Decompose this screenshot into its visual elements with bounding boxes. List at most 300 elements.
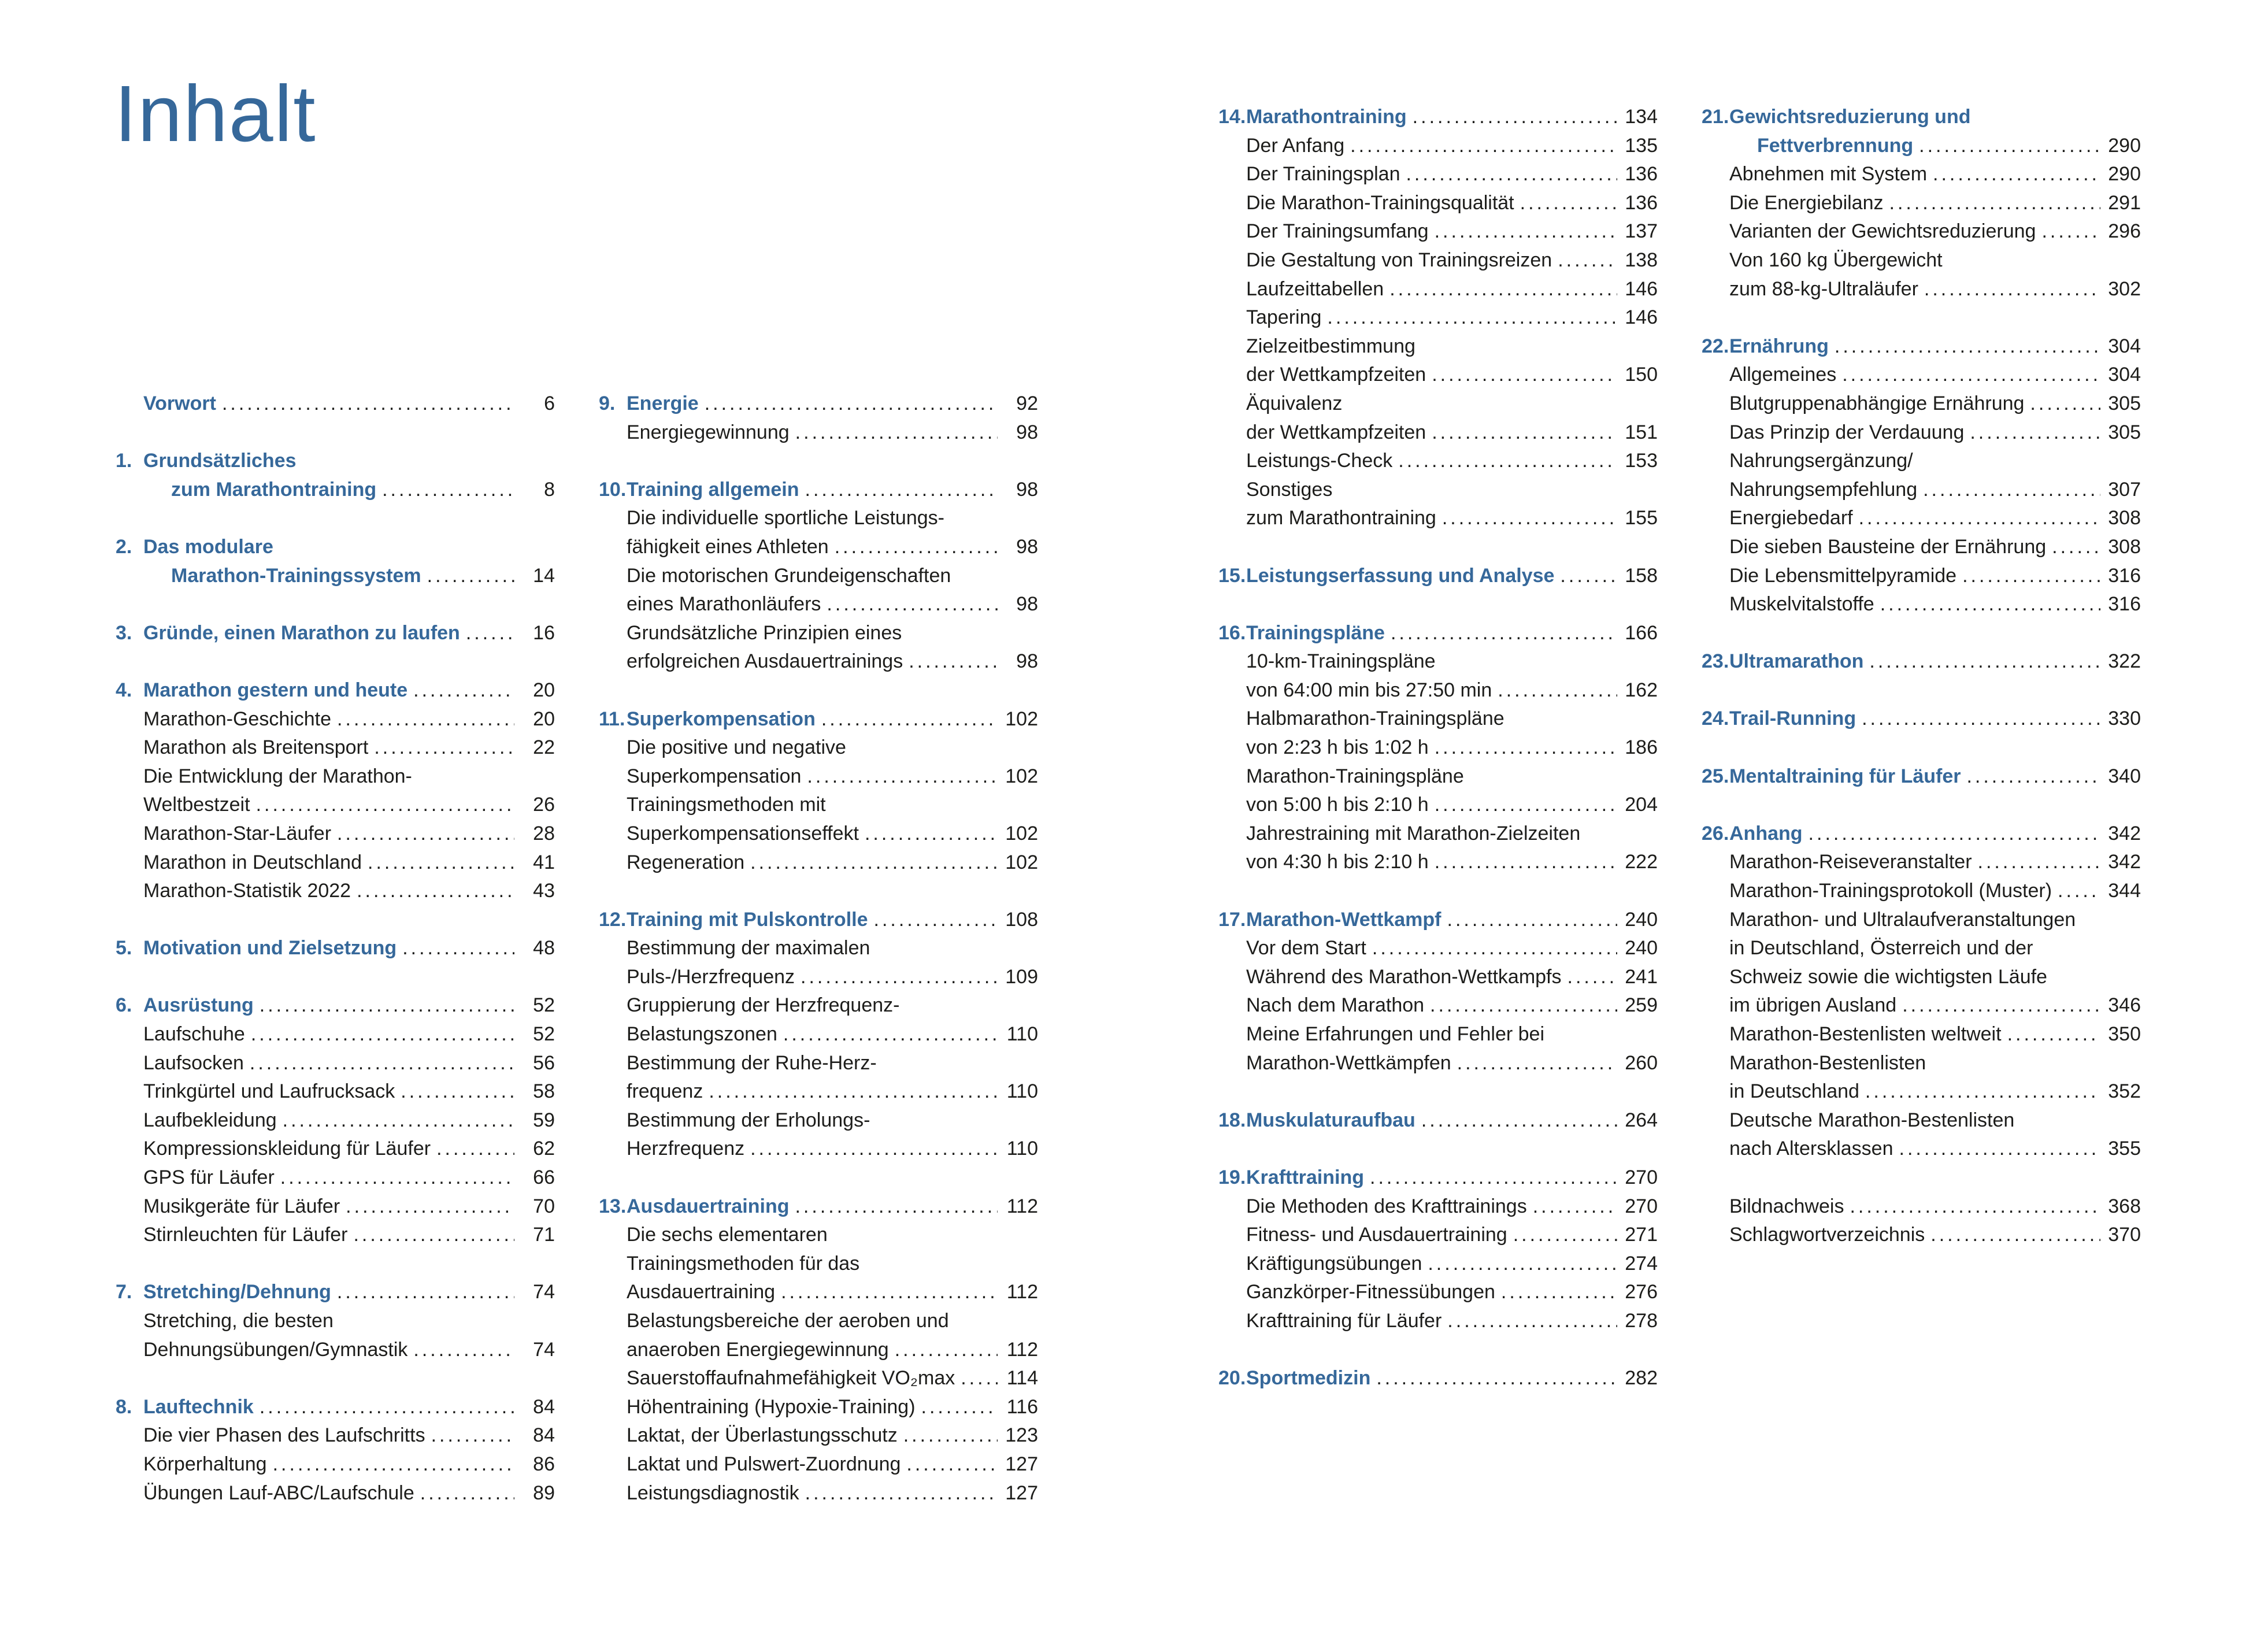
toc-sub-line <box>1702 275 2141 304</box>
section-title[interactable]: Leistungsdiagnostik <box>627 1481 799 1504</box>
section-title[interactable]: Die Lebensmittelpyramide <box>1729 564 1957 587</box>
toc-line <box>1702 332 2141 361</box>
chapter-title[interactable]: Marathontraining <box>1246 106 1407 128</box>
section-title[interactable]: Kräftigungsübungen <box>1246 1252 1422 1275</box>
chapter-title[interactable]: Das modulare <box>143 535 273 558</box>
dot-leader <box>821 705 998 734</box>
section-title[interactable]: Superkompensation <box>627 765 802 787</box>
toc-chapter <box>1702 103 2141 303</box>
toc-line <box>1702 132 2141 161</box>
section-title[interactable]: Marathon-Trainingspläne <box>1246 765 1464 787</box>
section-title[interactable]: Marathon in Deutschland <box>143 851 362 873</box>
page-number: 84 <box>533 1424 555 1447</box>
section-title[interactable]: erfolgreichen Ausdauertrainings <box>627 650 903 673</box>
chapter-title[interactable]: zum Marathontraining <box>171 478 377 501</box>
page-number: 146 <box>1625 277 1658 300</box>
section-title[interactable]: Stretching, die besten <box>143 1310 333 1332</box>
section-title[interactable]: Die vier Phasen des Laufschritts <box>143 1424 425 1447</box>
section-title[interactable]: Der Anfang <box>1246 134 1345 157</box>
dot-leader <box>368 849 514 877</box>
section-title[interactable]: Bestimmung der Erholungs- <box>627 1109 870 1131</box>
section-title[interactable]: nach Altersklassen <box>1729 1138 1893 1160</box>
toc-sub-line <box>116 1479 555 1508</box>
toc-sub-line <box>116 849 555 877</box>
section-title[interactable]: Trinkgürtel und Laufrucksack <box>143 1080 395 1103</box>
section-title[interactable]: Nahrungsempfehlung <box>1729 478 1918 501</box>
dot-leader <box>337 1278 514 1307</box>
dot-leader <box>705 390 998 418</box>
section-title[interactable]: von 2:23 h bis 1:02 h <box>1246 736 1429 759</box>
section-title[interactable]: Stirnleuchten für Läufer <box>143 1224 348 1246</box>
page-number: 28 <box>533 822 555 844</box>
dot-leader <box>1447 906 1618 935</box>
toc-chapter <box>1218 562 1658 591</box>
page-number: 346 <box>2108 994 2141 1017</box>
dot-leader <box>1398 447 1617 476</box>
chapter-title[interactable]: Sportmedizin <box>1246 1367 1371 1390</box>
section-title[interactable]: Fitness- und Ausdauertraining <box>1246 1224 1507 1246</box>
toc-sub-line <box>1702 906 2141 935</box>
dot-leader <box>337 705 514 734</box>
toc-sub-line <box>1218 1020 1658 1049</box>
toc-sub-line <box>1218 160 1658 189</box>
dot-leader <box>1923 476 2100 505</box>
chapter-number: 26. <box>1702 822 1729 844</box>
page-number: 112 <box>1006 1281 1038 1303</box>
page-number: 16 <box>533 621 555 644</box>
section-title[interactable]: Superkompensationseffekt <box>627 822 859 844</box>
section-title[interactable]: Nach dem Marathon <box>1246 994 1425 1017</box>
section-title[interactable]: Leistungs-Check <box>1246 450 1393 472</box>
chapter-title[interactable]: Training allgemein <box>627 478 799 501</box>
toc-sub-line <box>1218 418 1658 447</box>
toc-chapter <box>116 619 555 648</box>
dot-leader <box>1533 1192 1617 1221</box>
section-title[interactable]: Muskelvitalstoffe <box>1729 593 1874 616</box>
toc-sub-line <box>1218 361 1658 390</box>
toc-sub-line <box>1702 848 2141 877</box>
toc-line <box>116 1393 555 1422</box>
toc-sub-line <box>116 734 555 762</box>
toc-sub-line <box>1218 820 1658 849</box>
section-title[interactable]: zum Marathontraining <box>1246 507 1436 529</box>
section-title[interactable]: Die Marathon-Trainingsqualität <box>1246 191 1514 214</box>
page-number: 153 <box>1625 450 1658 472</box>
toc-sub-line <box>1218 1049 1658 1078</box>
section-title[interactable]: Energiebedarf <box>1729 507 1853 529</box>
toc-sub-line <box>1218 132 1658 161</box>
toc-sub-line <box>599 1278 1038 1307</box>
section-title[interactable]: Bestimmung der Ruhe-Herz- <box>627 1051 877 1074</box>
toc-sub-line <box>599 647 1038 676</box>
page-number: 322 <box>2108 650 2141 673</box>
chapter-title[interactable]: Training mit Pulskontrolle <box>627 908 868 931</box>
section-title[interactable]: Allgemeines <box>1729 364 1837 386</box>
toc-chapter <box>599 476 1038 676</box>
page-number: 166 <box>1625 621 1658 644</box>
section-title[interactable]: Marathon-Bestenlisten weltweit <box>1729 1023 2002 1045</box>
toc-chapter <box>1218 103 1658 533</box>
chapter-number: 25. <box>1702 765 1729 787</box>
dot-leader <box>750 1135 998 1164</box>
toc-sub-line <box>116 1192 555 1221</box>
dot-leader <box>346 1192 514 1221</box>
page-number: 282 <box>1625 1367 1658 1390</box>
page-number: 355 <box>2108 1138 2141 1160</box>
section-title[interactable]: Die sieben Bausteine der Ernährung <box>1729 535 2047 558</box>
section-title[interactable]: Der Trainingsumfang <box>1246 220 1429 243</box>
section-title[interactable]: Musikgeräte für Läufer <box>143 1195 340 1217</box>
section-title[interactable]: in Deutschland <box>1729 1080 1859 1103</box>
toc-sub-line <box>1702 504 2141 533</box>
dot-leader <box>795 418 998 447</box>
page-number: 146 <box>1625 306 1658 329</box>
section-title[interactable]: Laktat und Pulswert-Zuordnung <box>627 1453 901 1475</box>
page-number: 305 <box>2108 392 2141 414</box>
page-number: 307 <box>2108 478 2141 501</box>
dot-leader <box>1406 160 1617 189</box>
section-title[interactable]: Marathon-Trainingsprotokoll (Muster) <box>1729 880 2052 902</box>
section-title[interactable]: Von 160 kg Übergewicht <box>1729 249 1943 271</box>
section-title[interactable]: Schlagwortverzeichnis <box>1729 1224 1925 1246</box>
chapter-title[interactable]: Lauftechnik <box>143 1395 254 1418</box>
toc-chapter <box>1218 1164 1658 1336</box>
toc-sub-line <box>1218 1278 1658 1307</box>
section-title[interactable]: Marathon- und Ultralaufveranstaltungen <box>1729 908 2076 931</box>
toc-line <box>599 906 1038 935</box>
toc-sub-line <box>1218 189 1658 218</box>
chapter-title[interactable]: Leistungserfassung und Analyse <box>1246 564 1555 587</box>
section-title[interactable]: Marathon-Geschichte <box>143 708 332 730</box>
dot-leader <box>1842 361 2100 390</box>
toc-sub-line <box>116 1421 555 1450</box>
section-title[interactable]: Tapering <box>1246 306 1322 329</box>
dot-leader <box>1880 590 2100 619</box>
section-title[interactable]: von 64:00 min bis 27:50 min <box>1246 679 1492 701</box>
page-number: 259 <box>1625 994 1658 1017</box>
dot-leader <box>250 1049 514 1078</box>
page-number: 116 <box>1006 1395 1038 1418</box>
section-title[interactable]: Ganzkörper-Fitnessübungen <box>1246 1281 1495 1303</box>
section-title[interactable]: Belastungsbereiche der aeroben und <box>627 1310 949 1332</box>
section-title[interactable]: Die Methoden des Krafttrainings <box>1246 1195 1527 1217</box>
section-title[interactable]: Die motorischen Grundeigenschaften <box>627 564 951 587</box>
section-title[interactable]: Marathon-Wettkämpfen <box>1246 1051 1451 1074</box>
toc-column-3 <box>1218 103 1658 1421</box>
chapter-number: 24. <box>1702 708 1729 730</box>
dot-leader <box>413 676 514 705</box>
section-title[interactable]: Blutgruppenabhängige Ernährung <box>1729 392 2025 414</box>
page-number: 52 <box>533 994 555 1017</box>
section-title[interactable]: Übungen Lauf-ABC/Laufschule <box>143 1481 414 1504</box>
toc-sub-line <box>1702 877 2141 906</box>
toc-line <box>116 619 555 648</box>
page-number: 110 <box>1006 1080 1038 1103</box>
toc-sub-line <box>1218 275 1658 304</box>
dot-leader <box>1432 361 1617 390</box>
toc-sub-line <box>1702 418 2141 447</box>
toc-line <box>1702 762 2141 791</box>
toc-sub-line <box>599 590 1038 619</box>
dot-leader <box>1413 103 1617 132</box>
dot-leader <box>2030 390 2100 418</box>
section-title[interactable]: Das Prinzip der Verdauung <box>1729 421 1965 443</box>
dot-leader <box>909 647 998 676</box>
dot-leader <box>1435 217 1617 246</box>
toc-sub-line <box>599 1479 1038 1508</box>
section-title[interactable]: anaeroben Energiegewinnung <box>627 1338 889 1361</box>
section-title[interactable]: Trainingsmethoden für das <box>627 1252 860 1275</box>
chapter-number: 23. <box>1702 650 1729 673</box>
page-number: 74 <box>533 1338 555 1361</box>
chapter-title[interactable]: Vorwort <box>143 392 216 414</box>
chapter-title[interactable]: Stretching/Dehnung <box>143 1281 331 1303</box>
toc-sub-line <box>1702 533 2141 562</box>
toc-column-4 <box>1702 103 2141 1278</box>
section-title[interactable]: Die Gestaltung von Trainingsreizen <box>1246 249 1552 271</box>
section-title[interactable]: von 5:00 h bis 2:10 h <box>1246 794 1429 816</box>
section-title[interactable]: Grundsätzliche Prinzipien eines <box>627 621 902 644</box>
section-title[interactable]: Marathon-Reiseveranstalter <box>1729 851 1972 873</box>
section-title[interactable]: Jahrestraining mit Marathon-Zielzeiten <box>1246 822 1581 844</box>
page-number: 316 <box>2108 564 2141 587</box>
chapter-number: 1. <box>116 450 132 472</box>
section-title[interactable]: Höhentraining (Hypoxie-Training) <box>627 1395 916 1418</box>
section-title[interactable]: von 4:30 h bis 2:10 h <box>1246 851 1429 873</box>
page-number: 291 <box>2108 191 2141 214</box>
chapter-title[interactable]: Ausdauertraining <box>627 1195 790 1217</box>
toc-sub-line <box>1218 447 1658 476</box>
toc-line <box>599 705 1038 734</box>
toc-line <box>116 533 555 562</box>
chapter-title[interactable]: Gewichtsreduzierung und <box>1729 106 1971 128</box>
page-number: 112 <box>1006 1338 1038 1361</box>
page-number: 340 <box>2108 765 2141 787</box>
section-title[interactable]: Energiegewinnung <box>627 421 790 443</box>
section-title[interactable]: Laufbekleidung <box>143 1109 277 1131</box>
section-title[interactable]: der Wettkampfzeiten <box>1246 364 1426 386</box>
section-title[interactable]: Meine Erfahrungen und Fehler bei <box>1246 1023 1544 1045</box>
dot-leader <box>466 619 514 648</box>
page-number: 308 <box>2108 507 2141 529</box>
chapter-title[interactable]: Ultramarathon <box>1729 650 1864 673</box>
page-number: 136 <box>1625 163 1658 186</box>
toc-chapter <box>116 934 555 963</box>
toc-sub-line <box>1218 963 1658 992</box>
chapter-title[interactable]: Mentaltraining für Läufer <box>1729 765 1961 787</box>
page-number: 240 <box>1625 908 1658 931</box>
section-title[interactable]: im übrigen Ausland <box>1729 994 1897 1017</box>
dot-leader <box>1513 1221 1617 1250</box>
toc-line <box>116 390 555 418</box>
section-title[interactable]: Herzfrequenz <box>627 1138 745 1160</box>
toc-sub-line <box>1702 1049 2141 1078</box>
chapter-title[interactable]: Marathon-Wettkampf <box>1246 908 1442 931</box>
dot-leader <box>420 1479 514 1508</box>
page-title: Inhalt <box>114 69 317 158</box>
toc-sub-line <box>1702 217 2141 246</box>
toc-sub-line <box>1702 189 2141 218</box>
chapter-title[interactable]: Trail-Running <box>1729 708 1856 730</box>
dot-leader <box>251 1020 514 1049</box>
dot-leader <box>1978 848 2100 877</box>
chapter-title[interactable]: Marathon-Trainingssystem <box>171 564 421 587</box>
section-title[interactable]: Regeneration <box>627 851 745 873</box>
dot-leader <box>1902 991 2100 1020</box>
section-title[interactable]: Dehnungsübungen/Gymnastik <box>143 1338 408 1361</box>
toc-sub-line <box>1218 303 1658 332</box>
toc-line <box>599 1192 1038 1221</box>
section-title[interactable]: Die individuelle sportliche Leistungs- <box>627 507 944 529</box>
toc-line <box>116 934 555 963</box>
chapter-title[interactable]: Trainingspläne <box>1246 621 1385 644</box>
dot-leader <box>1389 275 1617 304</box>
page-number: 48 <box>533 937 555 960</box>
chapter-title[interactable]: Ernährung <box>1729 335 1829 357</box>
section-title[interactable]: Marathon-Bestenlisten <box>1729 1051 1926 1074</box>
dot-leader <box>1376 1364 1617 1393</box>
chapter-title[interactable]: Gründe, einen Marathon zu laufen <box>143 621 460 644</box>
toc-sub-line <box>599 504 1038 533</box>
section-title[interactable]: Laufschuhe <box>143 1023 245 1046</box>
section-title[interactable]: Sonstiges <box>1246 478 1333 501</box>
page-number: 98 <box>1016 478 1038 501</box>
dot-leader <box>1930 1221 2100 1250</box>
section-title[interactable]: Belastungszonen <box>627 1023 777 1046</box>
section-title[interactable]: Puls-/Herzfrequenz <box>627 965 795 988</box>
section-title[interactable]: frequenz <box>627 1080 703 1103</box>
section-title[interactable]: Krafttraining für Läufer <box>1246 1309 1442 1332</box>
toc-sub-line <box>599 533 1038 562</box>
chapter-title[interactable]: Marathon gestern und heute <box>143 679 408 701</box>
toc-sub-line <box>599 1450 1038 1479</box>
section-title[interactable]: Bildnachweis <box>1729 1195 1844 1217</box>
section-title[interactable]: in Deutschland, Österreich und der <box>1729 937 2033 960</box>
page-number: 274 <box>1625 1252 1658 1275</box>
dot-leader <box>801 963 998 992</box>
page-number: 368 <box>2108 1195 2141 1217</box>
chapter-title[interactable]: Krafttraining <box>1246 1166 1364 1188</box>
section-title[interactable]: Kompressionskleidung für Läufer <box>143 1138 431 1160</box>
dot-leader <box>795 1192 998 1221</box>
toc-sub-line <box>1702 361 2141 390</box>
section-title[interactable]: Marathon-Star-Läufer <box>143 822 332 844</box>
section-title[interactable]: Vor dem Start <box>1246 937 1366 960</box>
toc-line <box>1218 562 1658 591</box>
dot-leader <box>709 1077 998 1106</box>
toc-sub-line <box>599 1106 1038 1135</box>
toc-sub-line <box>599 619 1038 648</box>
section-title[interactable]: Die positive und negative <box>627 736 846 759</box>
section-title[interactable]: 10-km-Trainingspläne <box>1246 650 1436 673</box>
page-number: 150 <box>1625 364 1658 386</box>
section-title[interactable]: fähigkeit eines Athleten <box>627 535 829 558</box>
section-title[interactable]: Abnehmen mit System <box>1729 163 1928 186</box>
section-title[interactable]: Sauerstoffaufnahmefähigkeit VO₂max <box>627 1367 955 1390</box>
page-number: 110 <box>1006 1138 1038 1160</box>
toc-chapter <box>1218 1364 1658 1393</box>
chapter-title[interactable]: Motivation und Zielsetzung <box>143 937 397 960</box>
chapter-title[interactable]: Ausrüstung <box>143 994 254 1017</box>
dot-leader <box>827 590 998 619</box>
page-number: 278 <box>1625 1309 1658 1332</box>
section-title[interactable]: Halbmarathon-Trainingspläne <box>1246 708 1505 730</box>
section-title[interactable]: Marathon-Statistik 2022 <box>143 880 351 902</box>
page-number: 26 <box>533 794 555 816</box>
page-number: 123 <box>1005 1424 1038 1447</box>
section-title[interactable]: Marathon als Breitensport <box>143 736 369 759</box>
section-title[interactable]: Körperhaltung <box>143 1453 267 1475</box>
section-title[interactable]: Gruppierung der Herzfrequenz- <box>627 994 900 1017</box>
section-title[interactable]: eines Marathonläufers <box>627 593 821 616</box>
toc-sub-line <box>1702 1135 2141 1164</box>
dot-leader <box>1919 132 2100 161</box>
section-title[interactable]: zum 88-kg-Ultraläufer <box>1729 277 1918 300</box>
section-title[interactable]: Trainingsmethoden mit <box>627 794 826 816</box>
page-number: 271 <box>1625 1224 1658 1246</box>
section-title[interactable]: GPS für Läufer <box>143 1166 275 1189</box>
toc-sub-line <box>116 1164 555 1192</box>
dot-leader <box>1970 418 2100 447</box>
toc-sub-line <box>599 1307 1038 1336</box>
section-title[interactable]: Varianten der Gewichtsreduzierung <box>1729 220 2036 243</box>
chapter-title[interactable]: Anhang <box>1729 822 1803 844</box>
section-title[interactable]: Äquivalenz <box>1246 392 1343 414</box>
section-title[interactable]: der Wettkampfzeiten <box>1246 421 1426 443</box>
dot-leader <box>402 934 514 963</box>
section-title[interactable]: Laufzeittabellen <box>1246 277 1384 300</box>
section-title[interactable]: Schweiz sowie die wichtigsten Läufe <box>1729 965 2047 988</box>
toc-sub-line <box>1702 1077 2141 1106</box>
section-title[interactable]: Nahrungsergänzung/ <box>1729 450 1913 472</box>
chapter-number: 11. <box>599 708 625 730</box>
section-title[interactable]: Der Trainingsplan <box>1246 163 1400 186</box>
chapter-title[interactable]: Superkompensation <box>627 708 816 730</box>
toc-sub-line <box>1218 504 1658 533</box>
chapter-title[interactable]: Fettverbrennung <box>1757 134 1914 157</box>
section-title[interactable]: Ausdauertraining <box>627 1281 776 1303</box>
section-title[interactable]: Die sechs elementaren <box>627 1224 828 1246</box>
chapter-number: 6. <box>116 994 132 1017</box>
toc-sub-line <box>1702 934 2141 963</box>
section-title[interactable]: Während des Marathon-Wettkampfs <box>1246 965 1562 988</box>
toc-sub-line <box>599 791 1038 820</box>
section-title[interactable]: Die Entwicklung der Marathon- <box>143 765 412 787</box>
section-title[interactable]: Zielzeitbestimmung <box>1246 335 1415 357</box>
dot-leader <box>835 533 998 562</box>
dot-leader <box>1520 189 1617 218</box>
section-title[interactable]: Deutsche Marathon-Bestenlisten <box>1729 1109 2015 1131</box>
dot-leader <box>903 1421 998 1450</box>
section-title[interactable]: Weltbestzeit <box>143 794 250 816</box>
section-title[interactable]: Laufsocken <box>143 1051 244 1074</box>
section-title[interactable]: Bestimmung der maximalen <box>627 937 870 960</box>
chapter-title[interactable]: Energie <box>627 392 699 414</box>
toc-sub-line <box>116 1020 555 1049</box>
chapter-title[interactable]: Muskulaturaufbau <box>1246 1109 1415 1131</box>
dot-leader <box>1560 562 1617 591</box>
chapter-title[interactable]: Grundsätzliches <box>143 450 297 472</box>
page-number: 98 <box>1016 650 1038 673</box>
toc-sub-line <box>116 1450 555 1479</box>
section-title[interactable]: Laktat, der Überlastungsschutz <box>627 1424 898 1447</box>
dot-leader <box>1962 562 2100 591</box>
page-number: 304 <box>2108 335 2141 357</box>
toc-chapter <box>116 676 555 906</box>
section-title[interactable]: Die Energiebilanz <box>1729 191 1884 214</box>
toc-sub-line <box>1702 1106 2141 1135</box>
page-number: 89 <box>533 1481 555 1504</box>
